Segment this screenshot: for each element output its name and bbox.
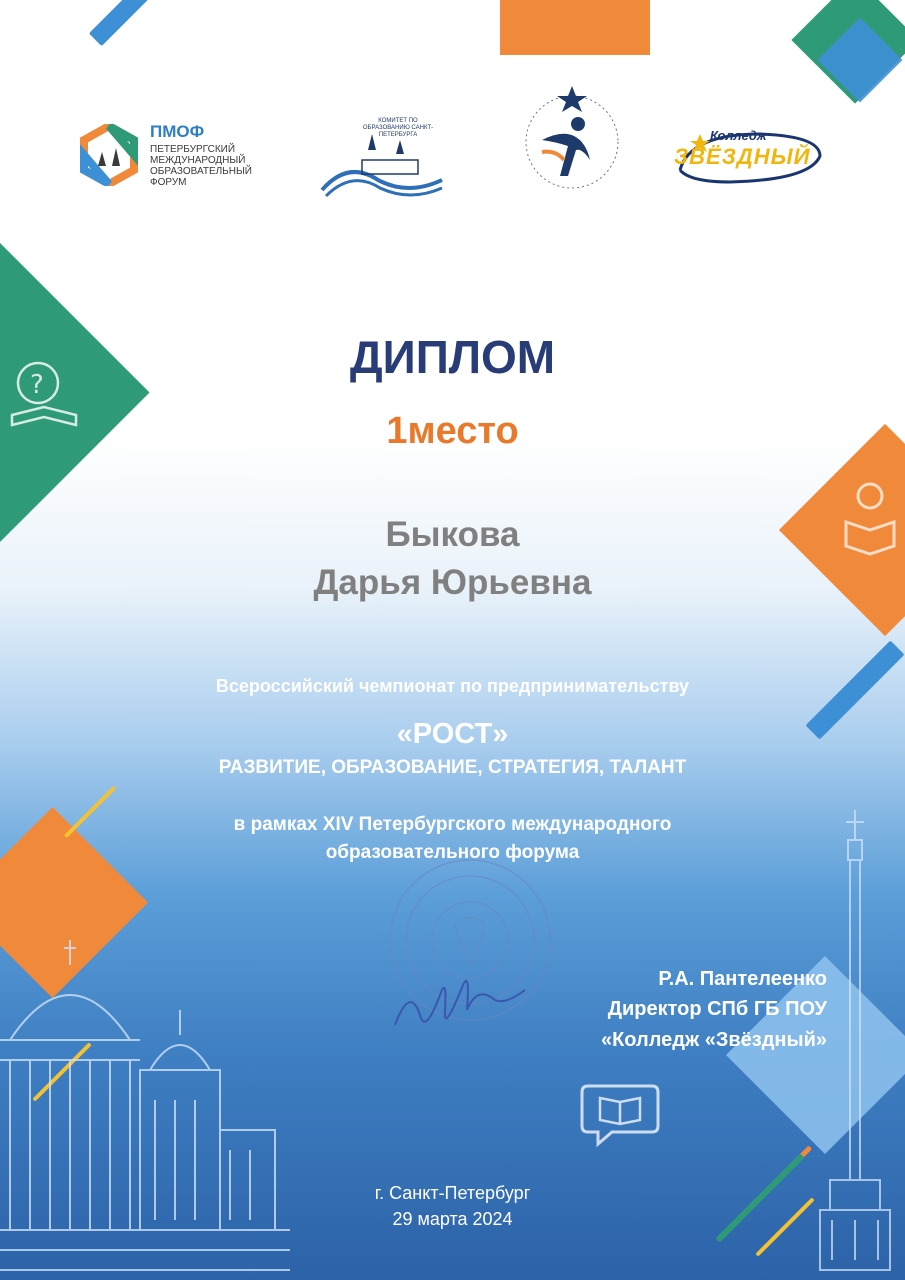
footer-city: г. Санкт-Петербург [374, 1183, 531, 1203]
committee-logo [318, 110, 448, 200]
rost-star-person-icon [512, 80, 632, 200]
svg-text:?: ? [30, 370, 44, 400]
place-label: 1место [386, 410, 519, 452]
recipient-given-names: Дарья Юрьевна [313, 563, 592, 602]
forum-frame-line2: образовательного форума [325, 842, 580, 863]
college-word: Колледж [710, 128, 767, 143]
rost-logo [512, 80, 632, 200]
college-zvezdny-logo [670, 126, 830, 186]
rost-slogan: РАЗВИТИЕ, ОБРАЗОВАНИЕ, СТРАТЕГИЯ, ТАЛАНТ [218, 757, 687, 778]
forum-frame-line1: в рамках XIV Петербургского международного [233, 814, 672, 835]
signatory-organization: «Колледж «Звёздный» [600, 1029, 827, 1051]
championship-title: Всероссийский чемпионат по предпринимательству [215, 676, 690, 696]
top-blue-stripe [89, 0, 151, 46]
pmof-abbr: ПМОФ [150, 122, 205, 141]
diploma-title: ДИПЛОМ [349, 331, 556, 383]
recipient-surname: Быкова [385, 515, 520, 554]
pmof-name: ПЕТЕРБУРГСКИЙ МЕЖДУНАРОДНЫЙ ОБРАЗОВАТЕЛЬНЫЙ ФОРУМ [150, 144, 252, 188]
footer-date: 29 марта 2024 [392, 1209, 513, 1229]
signatory-position: Директор СПб ГБ ПОУ [607, 998, 827, 1020]
signatory-name: Р.А. Пантелеенко [658, 968, 827, 990]
logos-row [0, 100, 905, 210]
pmof-emblem-icon [78, 124, 140, 186]
top-orange-square [500, 0, 650, 55]
rost-title: «РОСТ» [396, 718, 509, 750]
chat-book-icon [578, 1080, 662, 1150]
committee-name: КОМИТЕТ ПО ОБРАЗОВАНИЮ САНКТ-ПЕТЕРБУРГА [362, 118, 434, 138]
committee-emblem-icon [318, 130, 446, 202]
college-name: ЗВЁЗДНЫЙ [674, 144, 811, 169]
pmof-logo [78, 122, 278, 192]
